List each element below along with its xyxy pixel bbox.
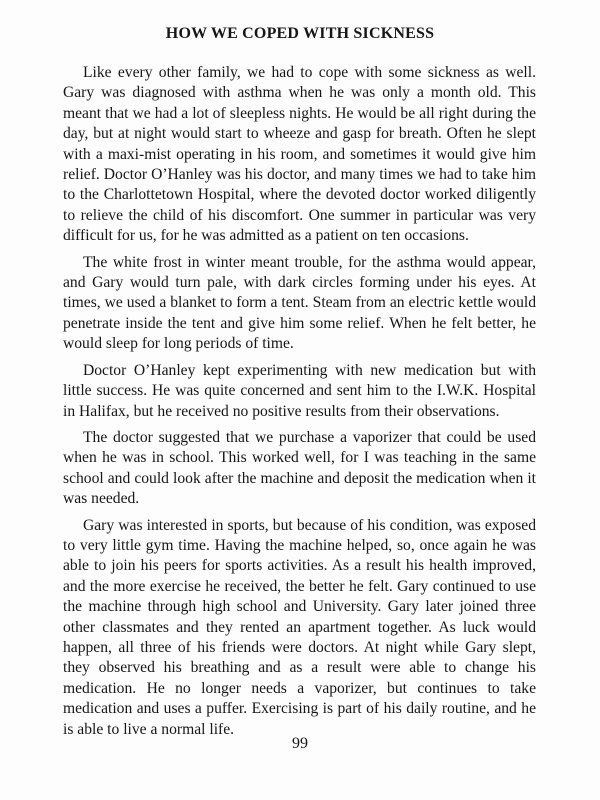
chapter-title: HOW WE COPED WITH SICKNESS: [165, 25, 435, 42]
paragraph: The doctor suggested that we purchase a vaporizer that could be used when he was in school. This worked well, for I was teaching in the same school and could look after the machine and deposit the medication when it was needed.: [63, 428, 536, 508]
paragraph: Gary was interested in sports, but because of his condition, was exposed to very little gym time. Having the machine helped, so, once again he was able to join his peers for sports activities. As a result his health improved, and the more exercise he received, the better he felt. Gary continued to use the machine through high school and University. Gary later joined three other classmates and they rented an apartment together. As luck would happen, all three of his friends were doctors. At night while Gary slept, they observed his breathing and as a result were able to change his medication. He no longer needs a vaporizer, but continues to take medication and uses a puffer. Exercising is part of his daily routine, and he is able to live a normal life.: [63, 516, 536, 738]
paragraph: Like every other family, we had to cope with some sickness as well. Gary was diagnosed with asthma when he was only a month old. This meant that we had a lot of sleepless nights. He would be all right during the day, but at night would start to wheeze and gasp for breath. Often he slept with a maxi-mist operating in his room, and sometimes it would give him relief. Doctor O’Hanley was his doctor, and many times we had to take him to the Charlottetown Hospital, where the devoted doctor worked diligently to relieve the child of his discomfort. One summer in particular was very difficult for us, for he was admitted as a patient on ten occasions.: [63, 64, 536, 245]
paragraph: The white frost in winter meant trouble, for the asthma would appear, and Gary would turn pale, with dark circles forming under his eyes. At times, we used a blanket to form a tent. Steam from an electric kettle would penetrate inside the tent and give him some relief. When he felt better, he would sleep for long periods of time.: [63, 253, 536, 353]
paragraph: Doctor O’Hanley kept experimenting with new medication but with little success. He was quite concerned and sent him to the I.W.K. Hospital in Halifax, but he received no positive results from their observations.: [63, 361, 536, 420]
page-number: 99: [292, 735, 308, 752]
chapter-body: [63, 63, 536, 746]
